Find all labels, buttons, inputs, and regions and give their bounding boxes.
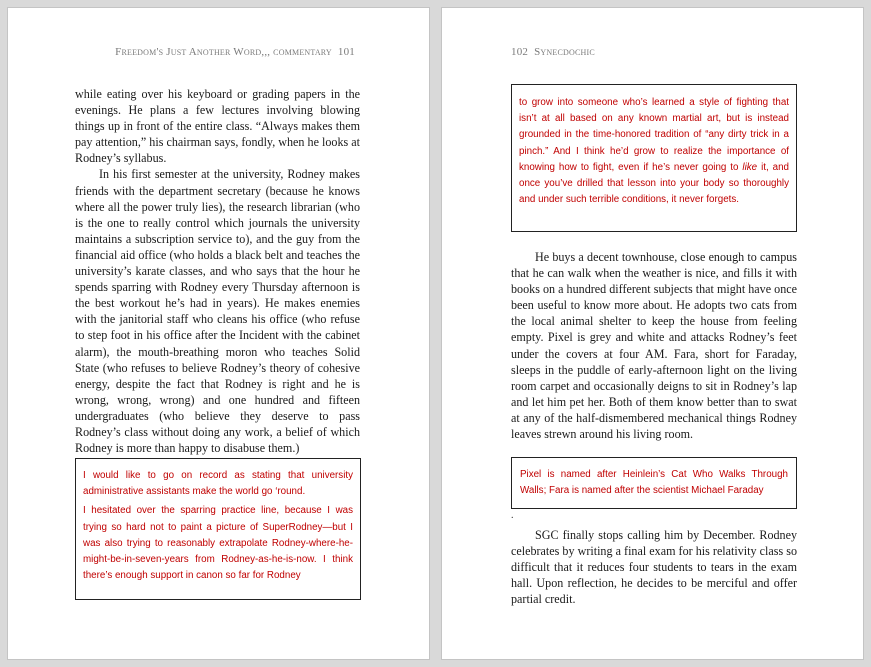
comment-text-part: to grow into someone who’s learned a style of fighting that isn’t at all based on any known martial art, but is instead grounded in the time-honored tradition of “any dirty trick in a pinch.” And I think he’d grow to realize the importance of knowing how to fight, even if he’s never going to bbox=[519, 97, 789, 173]
stray-mark: . bbox=[511, 510, 514, 521]
paragraph: while eating over his keyboard or grading papers in the evenings. He plans a few lectures involving blowing things up in front of the entire class. “Always makes them pay attention,” his chairman says, fondly, when he looks at Rodney’s syllabus. bbox=[75, 87, 360, 166]
comment-box[interactable] bbox=[75, 458, 361, 600]
running-head-left bbox=[115, 46, 361, 58]
comment-emphasis: like bbox=[742, 161, 758, 173]
header-title-right: Synecdochic bbox=[534, 46, 595, 58]
header-title-left: Freedom's Just Another Word,,, commentary bbox=[115, 46, 332, 58]
comment-text: I hesitated over the sparring practice line, because I was trying so hard not to paint a picture of SuperRodney—but I was also trying to reasonably extrapolate Rodney-where-he-might-be-in-seven-years from Rodney-as-he-is-now. I think there’s enough support in canon so far for Rodney bbox=[83, 505, 353, 582]
comment-box[interactable] bbox=[511, 84, 797, 232]
comment-text: I would like to go on record as stating that university administrative assistants make the world go ‘round. bbox=[83, 470, 353, 498]
body-text-right bbox=[511, 249, 797, 442]
comment-text: Pixel is named after Heinlein’s Cat Who Walks Through Walls; Fara is named after the scientist Michael Faraday bbox=[520, 469, 788, 497]
running-head-right bbox=[511, 46, 595, 58]
comment-text-part: it, and once you’ve drilled that lesson into your body so thoroughly and under such terrible conditions, it never forgets. bbox=[519, 161, 789, 206]
right-page bbox=[442, 8, 863, 659]
page-number-right: 102 bbox=[511, 46, 529, 58]
comment-text bbox=[519, 95, 789, 208]
body-text-left bbox=[75, 86, 360, 456]
body-text-right bbox=[511, 527, 797, 607]
paragraph: SGC finally stops calling him by December. Rodney celebrates by writing a final exam for his relativity class so difficult that it reduces four students to tears in the exam hall. Upon reflection, he decides to be merciful and offer partial credit. bbox=[511, 528, 797, 607]
page-number-left: 101 bbox=[337, 46, 355, 58]
paragraph: In his first semester at the university, Rodney makes friends with the department secretary (because he knows where all the power truly lies), the research librarian (who is the one to really control which journals the university maintains a subscription service to), and the guy from the financial aid office (who holds a black belt and teaches the university’s karate classes, and who says that the hour he spends sparring with Rodney every Thursday afternoon is the best workout he’s had in years). He makes enemies with the janitorial staff who cleans his office (who refuse to step foot in his office after the Incident with the cabinet alarm), the mouth-breathing moron who teaches Solid State (who refuses to believe Rodney’s theory of cohesive energy, despite the fact that Rodney is right and he is wrong, wrong, wrong) and one hundred and fifteen undergraduates (who believe they deserve to pass Rodney’s class without doing any work, a belief of which Rodney is more than happy to disabuse them.) bbox=[75, 167, 360, 456]
comment-box[interactable] bbox=[511, 457, 797, 509]
left-page bbox=[8, 8, 429, 659]
paragraph: He buys a decent townhouse, close enough to campus that he can walk when the weather is nice, and fills it with books on a hundred different subjects that might have once been useful to know more about. He adopts two cats from the local animal shelter to keep the house from feeling empty. Pixel is grey and white and attacks Rodney’s feet under the covers at four AM. Fara, short for Faraday, sleeps in the puddle of early-afternoon light on the living room carpet and occasionally deigns to sit in Rodney’s lap and let him pet her. Both of them know better than to swat at any of the half-dismembered mechanical things Rodney leaves strewn around his living room. bbox=[511, 250, 797, 442]
